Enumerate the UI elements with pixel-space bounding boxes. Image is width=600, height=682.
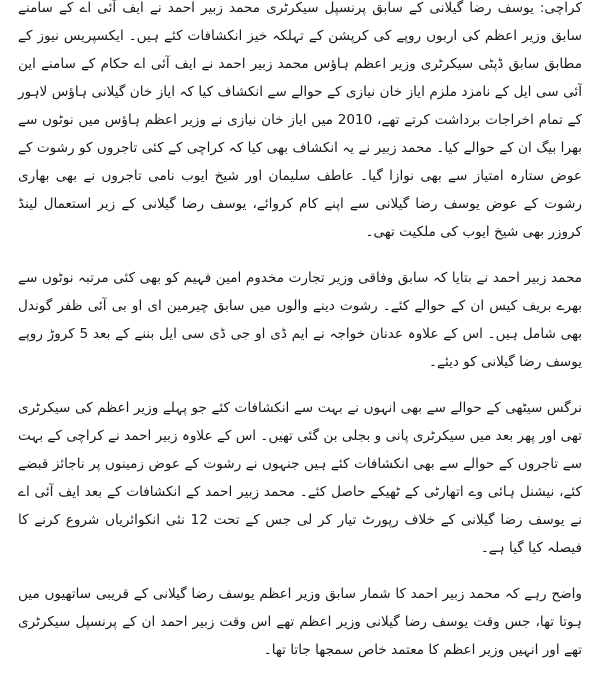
article-paragraph-3: نرگس سیٹھی کے حوالے سے بھی انہوں نے بہت سے انکشافات کئے جو پہلے وزیر اعظم کی سیکرٹری تھی اور پھر بعد میں سیکرٹری پانی و بجلی بن گئی تھیں۔ اس کے علاوہ زبیر احمد نے کراچی کے بہت سے تاجروں کے حوالے سے بھی انکشافات کئے ہیں جنہوں نے رشوت کے عوض زمینوں پر ناجائز قبضے کئے، نیشنل ہائی وے اتھارٹی کے ٹھیکے حاصل کئے۔ محمد زبیر احمد کے انکشافات کے بعد ایف آئی اے نے یوسف رضا گیلانی کے خلاف رپورٹ تیار کر لی جس کے تحت 12 نئی انکوائریاں شروع کرنے کا فیصلہ کیا گیا ہے۔ bbox=[18, 400, 582, 556]
article-paragraph-1: کراچی: یوسف رضا گیلانی کے سابق پرنسپل سیکرٹری محمد زبیر احمد نے ایف آئی اے کے سامنے سابق وزیر اعظم کی اربوں روپے کی کرپشن کے تہلکہ خیز انکشافات کئے ہیں۔ ایکسپریس نیوز کے مطابق سابق ڈپٹی سیکرٹری وزیر اعظم ہاؤس محمد زبیر احمد نے ایف آئی اے حکام کے سامنے این آئی سی ایل کے نامزد ملزم ایاز خان نیازی کے حوالے سے انکشاف کیا کہ ایاز خان گیلانی ہاؤس لاہور کے تمام اخراجات برداشت کرتے تھے، 2010 میں ایاز خان نیازی نے وزیر اعظم ہاؤس میں نوٹوں سے بھرا بیگ ان کے حوالے کیا۔ محمد زبیر نے یہ انکشاف بھی کیا کہ کراچی کے کئی تاجروں کو رشوت کے عوض ستارہ امتیاز سے بھی نوازا گیا۔ عاطف سلیمان اور شیخ ایوب نامی تاجروں نے بھی بھاری رشوت کے عوض یوسف رضا گیلانی سے اپنے کام کروائے، یوسف رضا گیلانی کے زیر استعمال لینڈ کروزر بھی شیخ ایوب کی ملکیت تھی۔ bbox=[18, 0, 582, 240]
article-paragraph-4: واضح رہے کہ محمد زبیر احمد کا شمار سابق وزیر اعظم یوسف رضا گیلانی کے قریبی ساتھیوں میں ہوتا تھا، جس وقت یوسف رضا گیلانی وزیر اعظم تھے اس وقت زبیر احمد ان کے پرنسپل سیکرٹری تھے اور انہیں وزیر اعظم کا معتمد خاص سمجھا جاتا تھا۔ bbox=[18, 586, 582, 658]
article-body bbox=[18, 0, 582, 682]
article-paragraph-2: محمد زبیر احمد نے بتایا کہ سابق وفاقی وزیر تجارت مخدوم امین فہیم کو بھی کئی مرتبہ نوٹوں سے بھرے بریف کیس ان کے حوالے کئے۔ رشوت دینے والوں میں سابق چیرمین ای او بی آئی ظفر گوندل بھی شامل ہیں۔ اس کے علاوہ عدنان خواجہ نے ایم ڈی او جی ڈی سی ایل بننے کے بعد 5 کروڑ روپے یوسف رضا گیلانی کو دیئے۔ bbox=[18, 270, 582, 370]
